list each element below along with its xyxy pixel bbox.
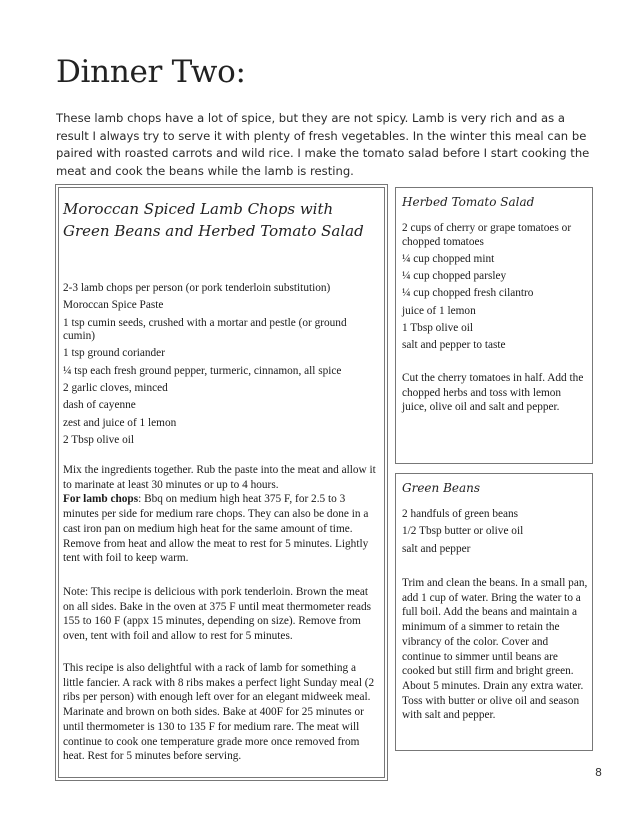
tomato-ingredient-list xyxy=(402,222,588,357)
list-item: 2 Tbsp olive oil xyxy=(63,433,135,446)
list-item: 2 garlic cloves, minced xyxy=(63,381,168,394)
list-item: ¼ cup chopped fresh cilantro xyxy=(402,287,534,300)
note-rack: This recipe is also delightful with a rack of lamb for something a little fancier. A rack with 8 ribs makes a perfect light Sunday meal (2 ribs per person) with enough left over for an elegant midweek meal. Marinate and brown on both sides. Bake at 400F for 25 minutes or until thermometer is 130 to 135 F for medium rare. The meat will continue to cook one temperature grade more once removed from heat. Rest for 5 minutes before serving. xyxy=(63,662,375,763)
note-pork: Note: This recipe is delicious with pork tenderloin. Brown the meat on all sides. Bake in the oven at 375 F until meat thermometer reads 155 to 160 F (appx 15 minutes, depending on size). Remove from oven, tent with foil and allow to rest for 5 minutes. xyxy=(63,586,372,643)
green-beans-title: Green Beans xyxy=(402,481,481,495)
main-method xyxy=(63,463,379,566)
intro-paragraph: These lamb chops have a lot of spice, but they are not spicy. Lamb is very rich and as a result I always try to serve it with plenty of fresh vegetables. In the winter this meal can be paired with roasted carrots and wild rice. I make the tomato salad before I start cooking the meat and cook the beans while the lamb is resting. xyxy=(56,111,590,178)
list-item: 1 tsp ground coriander xyxy=(63,347,165,360)
main-recipe-box xyxy=(58,187,385,778)
page-number: 8 xyxy=(595,766,602,779)
list-item: salt and pepper xyxy=(402,542,471,555)
tomato-salad-title: Herbed Tomato Salad xyxy=(402,195,535,209)
method-label: For lamb chops xyxy=(63,493,139,506)
list-item: 2-3 lamb chops per person (or pork tenderloin substitution) xyxy=(63,282,331,294)
list-item: ¼ cup chopped mint xyxy=(402,252,495,265)
method-text: : Bbq on medium high heat 375 F, for 2.5 to 3 minutes per side for medium rare chops. They can also be done in a cast iron pan on medium high heat for the same amount of time. Remove from heat and allow the meat to rest for 5 minutes. Lightly tent with foil to keep warm. xyxy=(63,493,369,565)
list-item: 2 handfuls of green beans xyxy=(402,508,519,520)
list-item: 1/2 Tbsp butter or olive oil xyxy=(402,525,524,538)
page-title: Dinner Two: xyxy=(56,54,246,90)
method-lamb-chops xyxy=(63,492,379,566)
method-intro: Mix the ingredients together. Rub the paste into the meat and allow it to marinate at least 30 minutes or up to 4 hours. xyxy=(63,464,376,491)
list-item: 1 tsp cumin seeds, crushed with a mortar and pestle (or ground cumin) xyxy=(63,316,347,343)
main-ingredient-list xyxy=(63,282,381,451)
list-item: ¼ tsp each fresh ground pepper, turmeric, cinnamon, all spice xyxy=(63,364,342,377)
beans-ingredient-list xyxy=(402,508,588,560)
tomato-method: Cut the cherry tomatoes in half. Add the chopped herbs and toss with lemon juice, olive oil and salt and pepper. xyxy=(402,372,584,414)
list-item: 2 cups of cherry or grape tomatoes or chopped tomatoes xyxy=(402,222,572,248)
main-recipe-title: Moroccan Spiced Lamb Chops with Green Beans and Herbed Tomato Salad xyxy=(63,200,364,240)
list-item: Moroccan Spice Paste xyxy=(63,299,164,312)
list-item: ¼ cup chopped parsley xyxy=(402,270,507,283)
list-item: dash of cayenne xyxy=(63,399,136,412)
beans-method: Trim and clean the beans. In a small pan, add 1 cup of water. Bring the water to a full boil. Add the beans and maintain a minimum of a simmer to retain the vibrancy of the color. Cover and continue to simmer until beans are cooked but still firm and bright green. About 5 minutes. Drain any extra water. Toss with butter or olive oil and season with salt and pepper. xyxy=(402,577,588,722)
list-item: zest and juice of 1 lemon xyxy=(63,416,177,429)
green-beans-box xyxy=(395,473,593,751)
list-item: 1 Tbsp olive oil xyxy=(402,321,474,334)
tomato-salad-box xyxy=(395,187,593,464)
list-item: juice of 1 lemon xyxy=(402,304,476,317)
list-item: salt and pepper to taste xyxy=(402,339,506,352)
